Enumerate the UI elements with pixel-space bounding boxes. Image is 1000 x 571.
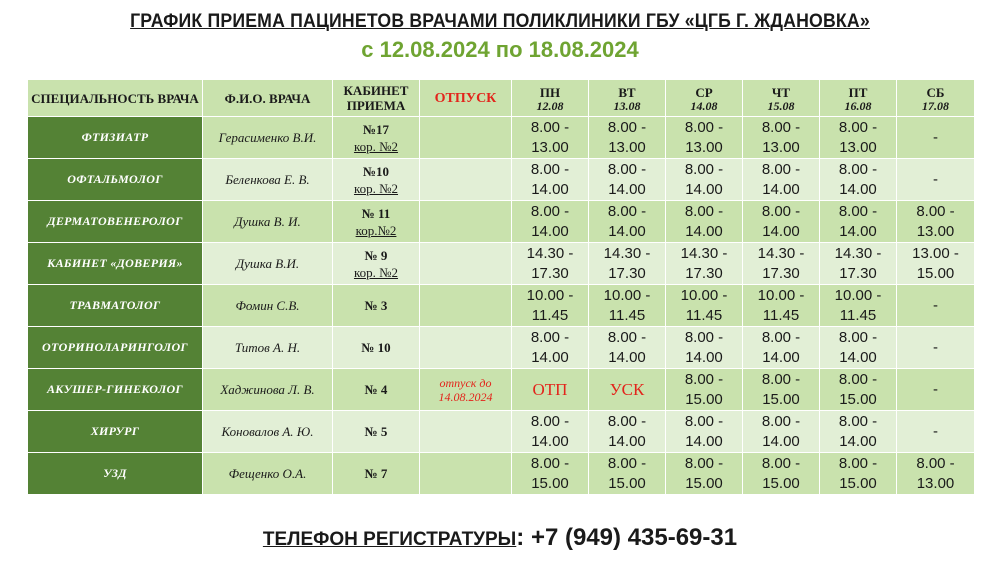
hours-cell: 8.00 - 14.00 [820, 411, 897, 453]
room-number: № 10 [361, 340, 391, 355]
specialty-cell: КАБИНЕТ «ДОВЕРИЯ» [28, 243, 203, 285]
hours-cell: 8.00 - 14.00 [743, 159, 820, 201]
hours-cell: - [897, 369, 975, 411]
doctor-name-cell: Душка В.И. [203, 243, 333, 285]
table-row [28, 327, 975, 369]
room-number: № 5 [364, 424, 388, 439]
hours-cell: 8.00 - 15.00 [743, 369, 820, 411]
registry-phone [0, 524, 1000, 552]
day-name: СБ [926, 84, 945, 100]
day-name: ВТ [618, 84, 636, 100]
hours-cell: 8.00 - 14.00 [589, 159, 666, 201]
hours-cell: ОТП [512, 369, 589, 411]
hours-cell: 8.00 - 14.00 [589, 201, 666, 243]
hours-cell: 8.00 - 14.00 [820, 201, 897, 243]
hours-cell: 8.00 - 14.00 [743, 201, 820, 243]
hours-cell: 8.00 - 14.00 [820, 327, 897, 369]
room-building: кор. №2 [353, 264, 399, 280]
column-header-day [666, 80, 743, 117]
table-row [28, 285, 975, 327]
table-row [28, 369, 975, 411]
doctor-name-cell: Титов А. Н. [203, 327, 333, 369]
day-date: 17.08 [922, 98, 949, 113]
hours-cell: 8.00 - 14.00 [512, 411, 589, 453]
room-cell [333, 201, 420, 243]
vacation-cell [420, 453, 512, 495]
room-cell [333, 285, 420, 327]
room-cell [333, 159, 420, 201]
table-row [28, 453, 975, 495]
day-name: ПТ [848, 84, 868, 100]
hours-cell: 14.30 - 17.30 [589, 243, 666, 285]
hours-cell: 10.00 - 11.45 [666, 285, 743, 327]
phone-number: : +7 (949) 435-69-31 [516, 524, 738, 551]
hours-cell: 8.00 - 14.00 [743, 411, 820, 453]
doctor-name-cell: Фомин С.В. [203, 285, 333, 327]
column-header-day [743, 80, 820, 117]
hours-cell: 8.00 - 15.00 [666, 453, 743, 495]
hours-cell: 8.00 - 15.00 [743, 453, 820, 495]
vacation-cell [420, 285, 512, 327]
specialty-cell: ОФТАЛЬМОЛОГ [28, 159, 203, 201]
room-cell [333, 117, 420, 159]
hours-cell: - [897, 285, 975, 327]
column-header-day [820, 80, 897, 117]
doctor-name-cell: Коновалов А. Ю. [203, 411, 333, 453]
table-row [28, 243, 975, 285]
room-building: кор. №2 [353, 138, 399, 154]
hours-cell: 8.00 - 14.00 [666, 159, 743, 201]
room-cell [333, 453, 420, 495]
hours-cell: 8.00 - 14.00 [820, 159, 897, 201]
room-number: №10 [362, 163, 390, 179]
hours-cell: 8.00 - 14.00 [512, 327, 589, 369]
hours-cell: 10.00 - 11.45 [743, 285, 820, 327]
room-number: № 4 [364, 382, 388, 397]
hours-cell: - [897, 411, 975, 453]
table-row [28, 201, 975, 243]
hours-cell: 13.00 - 15.00 [897, 243, 975, 285]
hours-cell: 8.00 - 13.00 [820, 117, 897, 159]
day-date: 16.08 [844, 98, 872, 113]
day-date: 15.08 [767, 98, 795, 113]
column-header-day [589, 80, 666, 117]
hours-cell: 8.00 - 14.00 [512, 159, 589, 201]
hours-cell: 8.00 - 14.00 [743, 327, 820, 369]
hours-cell: - [897, 159, 975, 201]
vacation-cell [420, 411, 512, 453]
hours-cell: 8.00 - 13.00 [666, 117, 743, 159]
doctor-name-cell: Хаджинова Л. В. [203, 369, 333, 411]
hours-cell: УСК [589, 369, 666, 411]
hours-cell: 8.00 - 15.00 [820, 453, 897, 495]
hours-cell: 8.00 - 13.00 [897, 201, 975, 243]
specialty-cell: ДЕРМАТОВЕНЕРОЛОГ [28, 201, 203, 243]
hours-cell: 8.00 - 14.00 [666, 411, 743, 453]
table-header-row [28, 80, 975, 117]
specialty-cell: ТРАВМАТОЛОГ [28, 285, 203, 327]
vacation-cell [420, 201, 512, 243]
specialty-cell: УЗД [28, 453, 203, 495]
column-header-specialty: СПЕЦИАЛЬНОСТЬ ВРАЧА [28, 80, 203, 117]
hours-cell: 8.00 - 14.00 [589, 411, 666, 453]
hours-cell: 14.30 - 17.30 [666, 243, 743, 285]
hours-cell: 10.00 - 11.45 [512, 285, 589, 327]
hours-cell: 8.00 - 14.00 [666, 327, 743, 369]
day-name: ПН [539, 84, 561, 100]
column-header-vacation: ОТПУСК [420, 80, 512, 117]
hours-cell: - [897, 117, 975, 159]
hours-cell: 8.00 - 13.00 [589, 117, 666, 159]
day-name: ЧТ [771, 84, 791, 100]
hours-cell: 14.30 - 17.30 [512, 243, 589, 285]
day-date: 14.08 [690, 98, 718, 113]
hours-cell: 8.00 - 15.00 [589, 453, 666, 495]
room-cell [333, 369, 420, 411]
schedule-period: с 12.08.2024 по 18.08.2024 [361, 37, 639, 62]
vacation-cell [420, 117, 512, 159]
phone-label: ТЕЛЕФОН РЕГИСТРАТУРЫ [262, 529, 517, 550]
room-number: №17 [362, 121, 390, 137]
room-cell [333, 243, 420, 285]
column-header-room: КАБИНЕТ ПРИЕМА [333, 80, 420, 117]
vacation-cell [420, 327, 512, 369]
doctor-name-cell: Герасименко В.И. [203, 117, 333, 159]
table-row [28, 117, 975, 159]
hours-cell: 8.00 - 14.00 [666, 201, 743, 243]
table-row [28, 411, 975, 453]
specialty-cell: ФТИЗИАТР [28, 117, 203, 159]
specialty-cell: ОТОРИНОЛАРИНГОЛОГ [28, 327, 203, 369]
room-number: № 9 [364, 247, 388, 263]
vacation-cell [420, 243, 512, 285]
hours-cell: 8.00 - 15.00 [512, 453, 589, 495]
hours-cell: 8.00 - 15.00 [666, 369, 743, 411]
room-number: № 11 [361, 205, 391, 221]
hours-cell: 10.00 - 11.45 [820, 285, 897, 327]
doctor-name-cell: Душка В. И. [203, 201, 333, 243]
hours-cell: 8.00 - 15.00 [820, 369, 897, 411]
hours-cell: 8.00 - 14.00 [589, 327, 666, 369]
day-name: СР [695, 84, 713, 100]
room-number: № 7 [364, 466, 388, 481]
column-header-day [897, 80, 975, 117]
specialty-cell: АКУШЕР-ГИНЕКОЛОГ [28, 369, 203, 411]
schedule-body [28, 117, 975, 495]
hours-cell: 8.00 - 13.00 [743, 117, 820, 159]
page-title: ГРАФИК ПРИЕМА ПАЦИНЕТОВ ВРАЧАМИ ПОЛИКЛИНИКИ ГБУ «ЦГБ Г. ЖДАНОВКА» [130, 11, 870, 32]
hours-cell: 14.30 - 17.30 [743, 243, 820, 285]
room-building: кор. №2 [353, 180, 399, 196]
schedule-table [27, 79, 975, 495]
column-header-doctor: Ф.И.О. ВРАЧА [203, 80, 333, 117]
table-row [28, 159, 975, 201]
hours-cell: 10.00 - 11.45 [589, 285, 666, 327]
room-cell [333, 411, 420, 453]
hours-cell: 14.30 - 17.30 [820, 243, 897, 285]
doctor-name-cell: Беленкова Е. В. [203, 159, 333, 201]
hours-cell: - [897, 327, 975, 369]
day-date: 12.08 [536, 98, 564, 113]
vacation-cell [420, 159, 512, 201]
hours-cell: 8.00 - 14.00 [512, 201, 589, 243]
room-cell [333, 327, 420, 369]
room-building: кор.№2 [355, 222, 397, 238]
specialty-cell: ХИРУРГ [28, 411, 203, 453]
vacation-cell: отпуск до 14.08.2024 [420, 369, 512, 411]
hours-cell: 8.00 - 13.00 [897, 453, 975, 495]
column-header-day [512, 80, 589, 117]
hours-cell: 8.00 - 13.00 [512, 117, 589, 159]
room-number: № 3 [364, 298, 388, 313]
day-date: 13.08 [613, 98, 641, 113]
doctor-name-cell: Фещенко О.А. [203, 453, 333, 495]
